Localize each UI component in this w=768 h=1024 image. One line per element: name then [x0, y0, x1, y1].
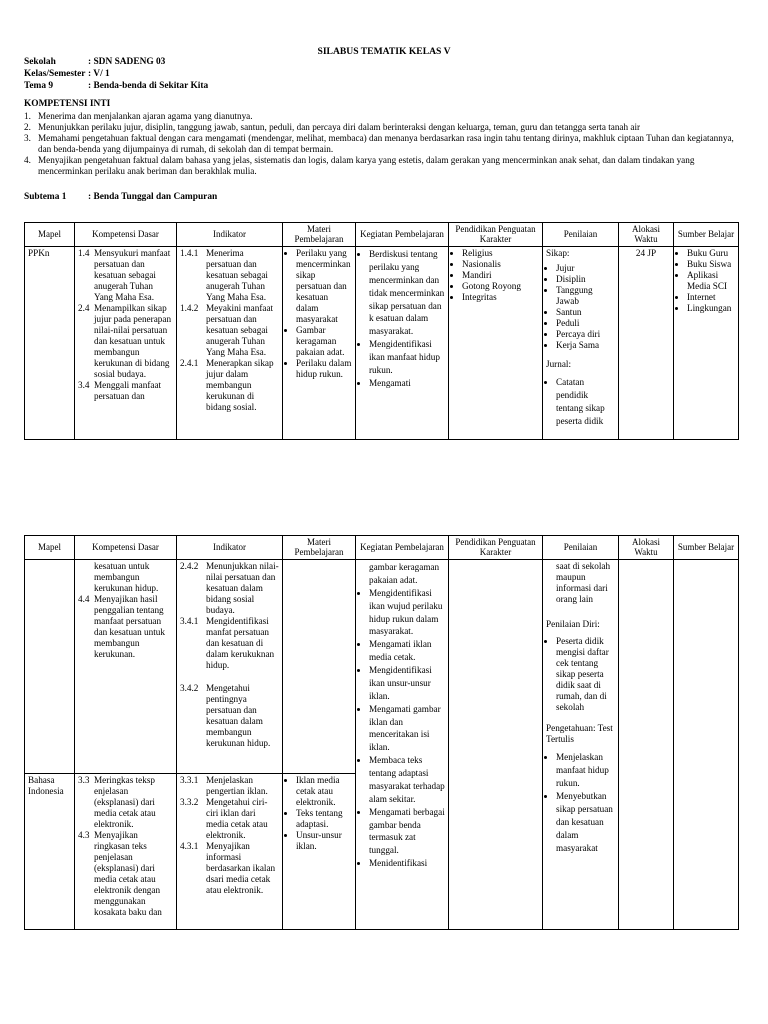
- ki-item: [24, 155, 746, 177]
- column-header: Mapel: [25, 536, 75, 560]
- subtema-value: : Benda Tunggal dan Campuran: [88, 192, 218, 202]
- indikator-item: [180, 561, 279, 616]
- column-header: Mapel: [25, 223, 75, 247]
- indikator-item: [180, 775, 279, 797]
- penilaian-cell: [543, 247, 619, 440]
- indikator-item-number: 3.4.2: [180, 683, 199, 694]
- indikator-item: [180, 303, 279, 358]
- sumber-cell: [674, 560, 739, 930]
- meta-key: Tema 9: [24, 81, 54, 91]
- kegiatan-item: • Membaca teks tentang adaptasi masyarakat terhadap alam sekitar.: [369, 754, 445, 806]
- ki-number: 3.: [24, 133, 31, 144]
- kd-item-number: 2.4: [78, 303, 90, 314]
- table-1-header: [25, 223, 739, 247]
- materi-item: • Iklan media cetak atau elektronik.: [296, 775, 352, 808]
- column-header: Alokasi Waktu: [619, 536, 674, 560]
- kd-item-number: 3.3: [78, 775, 90, 785]
- indikator-item: [180, 616, 279, 671]
- kd-item-text: Meringkas teksp enjelasan (eksplanasi) dari media cetak atau elektronik.: [94, 775, 156, 830]
- materi-item: • Teks tentang adaptasi.: [296, 808, 352, 830]
- indikator-item: [180, 797, 279, 841]
- indikator-item-number: 1.4.2: [180, 303, 199, 314]
- ki-number: 4.: [24, 155, 31, 166]
- kegiatan-item: • Mengamati gambar iklan dan menceritakan isi iklan.: [369, 703, 445, 755]
- sumber-item: • Buku Guru: [687, 248, 735, 259]
- kegiatan-item: • Mengamati berbagai gambar benda termasuk zat tunggal.: [369, 806, 445, 858]
- kegiatan-continuation: gambar keragaman pakaian adat.: [369, 562, 440, 585]
- indikator-item-text: Menerapkan sikap jujur dalam membangun kerukunan di bidang sosial.: [206, 358, 274, 413]
- column-header: Sumber Belajar: [674, 536, 739, 560]
- sikap-item: • Disiplin: [556, 274, 615, 285]
- penilaian-diri-label: Penilaian Diri:: [546, 619, 600, 630]
- ki-number: 2.: [24, 122, 31, 133]
- table-row: [25, 247, 739, 440]
- kd-item-number: 1.4: [78, 248, 90, 258]
- indikator-item-text: Mengetahui ciri-ciri iklan dari media cetak atau elektronik.: [206, 797, 268, 841]
- ppk-item: • Mandiri: [462, 270, 539, 281]
- kd-item: [78, 380, 173, 402]
- meta-row: [24, 69, 208, 81]
- indikator-item-text: Menunjukkan nilai-nilai persatuan dan kesatuan dalam bidang sosial budaya.: [206, 561, 279, 616]
- school-meta: [24, 57, 208, 93]
- indikator-item: [180, 358, 279, 413]
- column-header: Penilaian: [543, 536, 619, 560]
- indikator-item-number: 3.3.1: [180, 775, 199, 785]
- column-header: Alokasi Waktu: [619, 223, 674, 247]
- kd-item: [78, 830, 173, 918]
- column-header: Materi Pembelajaran: [283, 223, 356, 247]
- column-header: Kompetensi Dasar: [75, 536, 177, 560]
- column-header: Indikator: [177, 536, 283, 560]
- kegiatan-cell: [356, 247, 449, 440]
- indikator-cell: [177, 247, 283, 440]
- meta-key: Kelas/Semester: [24, 69, 86, 79]
- indikator-item: [180, 248, 279, 303]
- meta-value: : Benda-benda di Sekitar Kita: [88, 81, 209, 91]
- alokasi-cell: [619, 560, 674, 930]
- column-header: Sumber Belajar: [674, 223, 739, 247]
- column-header: Kegiatan Pembelajaran: [356, 223, 449, 247]
- indikator-item-number: 4.3.1: [180, 841, 199, 852]
- kd-cell: [75, 774, 177, 930]
- indikator-item-text: Mengidentifikasi manfat persatuan dan kesatuan di dalam kerukuknan hidup.: [206, 616, 275, 671]
- kd-item-text: Menyajikan ringkasan teks penjelasan (eksplanasi) dari media cetak atau elektronik dengan menggunakan kosakata baku dan: [94, 830, 162, 918]
- ki-heading: KOMPETENSI INTI: [24, 99, 111, 109]
- meta-value: : SDN SADENG 03: [88, 57, 166, 67]
- column-header: Kompetensi Dasar: [75, 223, 177, 247]
- ki-item: [24, 111, 746, 122]
- kegiatan-cell: [356, 560, 449, 930]
- ppk-item: • Religius: [462, 248, 539, 259]
- indikator-item-number: 3.3.2: [180, 797, 199, 808]
- meta-row: [24, 57, 208, 69]
- column-header: Pendidikan Penguatan Karakter: [449, 536, 543, 560]
- indikator-cell: [177, 560, 283, 774]
- meta-row: [24, 81, 208, 93]
- materi-item: • Unsur-unsur iklan.: [296, 830, 352, 852]
- alokasi-cell: 24 JP: [619, 247, 674, 440]
- kd-item: [78, 248, 173, 303]
- kd-item-text: Mensyukuri manfaat persatuan dan kesatuan sebagai anugerah Tuhan Yang Maha Esa.: [94, 248, 171, 303]
- kd-item-text: Menampilkan sikap jujur pada penerapan nilai-nilai persatuan dan kesatuan untuk membangun kerukunan di bidang sosial budaya.: [94, 303, 172, 380]
- indikator-cell: [177, 774, 283, 930]
- kd-item-text: Menyajikan hasil penggalian tentang manfaat persatuan dan kesatuan untuk membangun kerukunan.: [94, 594, 165, 660]
- ki-text: Memahami pengetahuan faktual dengan cara mengamati (mendengar, melihat, membaca) dan menanya berdasarkan rasa ingin tahu tentang dirinya, makhluk ciptaan Tuhan dan kegiatannya, dan benda-benda yang dijumpainya di rumah, di sekolah dan di tempat bermain.: [38, 133, 734, 155]
- ppk-item: • Nasionalis: [462, 259, 539, 270]
- document-title: SILABUS TEMATIK KELAS V: [317, 46, 451, 57]
- ki-text: Menyajikan pengetahuan faktual dalam bahasa yang jelas, sistematis dan logis, dalam karya yang estetis, dalam gerakan yang mencerminkan anak sehat, dan dalam tindakan yang mencerminkan perilaku anak beriman dan berakhlak mulia.: [38, 155, 695, 177]
- kegiatan-item: • Mengidentifikasi ikan manfaat hidup rukun.: [369, 338, 445, 377]
- meta-key: Sekolah: [24, 57, 56, 67]
- sumber-item: • Lingkungan: [687, 303, 735, 314]
- kegiatan-item: • Mengidentifikasi ikan unsur-unsur iklan.: [369, 664, 445, 703]
- materi-item: • Perilaku dalam hidup rukun.: [296, 358, 352, 380]
- table-2-header: [25, 536, 739, 560]
- kd-item: [78, 594, 173, 660]
- jurnal-label: Jurnal:: [546, 359, 572, 370]
- column-header: Penilaian: [543, 223, 619, 247]
- column-header: Indikator: [177, 223, 283, 247]
- ki-text: Menunjukkan perilaku jujur, disiplin, tanggung jawab, santun, peduli, dan percaya diri dalam berinteraksi dengan keluarga, teman, guru dan tetangga serta tanah air: [38, 122, 641, 133]
- indikator-item-text: Menerima persatuan dan kesatuan sebagai anugerah Tuhan Yang Maha Esa.: [206, 248, 268, 303]
- syllabus-table-2: [24, 535, 739, 930]
- indikator-item-text: Meyakini manfaat persatuan dan kesatuan sebagai anugerah Tuhan Yang Maha Esa.: [206, 303, 274, 358]
- sumber-item: • Buku Siswa: [687, 259, 735, 270]
- kd-item-number: 4.4: [78, 594, 90, 605]
- mapel-cell: Bahasa Indonesia: [25, 774, 75, 930]
- indikator-item: [180, 683, 279, 749]
- kd-continuation: kesatuan untuk membangun kerukunan hidup.: [94, 561, 159, 594]
- kegiatan-item: • Mengamati iklan media cetak.: [369, 638, 445, 664]
- materi-cell: [283, 247, 356, 440]
- ppk-cell: [449, 560, 543, 930]
- kegiatan-item: • Mengidentifikasi ikan wujud perilaku hidup rukun dalam masyarakat.: [369, 587, 445, 639]
- column-header: Pendidikan Penguatan Karakter: [449, 223, 543, 247]
- sumber-item: • Aplikasi Media SCI: [687, 270, 735, 292]
- subtema-key: Subtema 1: [24, 192, 67, 202]
- kd-cell: [75, 560, 177, 774]
- indikator-item-text: Mengetahui pentingnya persatuan dan kesatuan dalam membangun kerukunan hidup.: [206, 683, 271, 749]
- syllabus-table-1: [24, 222, 739, 440]
- ki-item: [24, 122, 746, 133]
- sikap-item: • Percaya diri: [556, 329, 615, 340]
- column-header: Materi Pembelajaran: [283, 536, 356, 560]
- indikator-item-number: 2.4.1: [180, 358, 199, 369]
- subtema-line: [24, 192, 217, 203]
- materi-cell: [283, 560, 356, 774]
- indikator-item-text: Menjelaskan pengertian iklan.: [206, 775, 268, 797]
- indikator-item-number: 2.4.2: [180, 561, 199, 571]
- sikap-item: • Tanggung Jawab: [556, 285, 615, 307]
- penilaian-diri-item: • Peserta didik mengisi daftar cek tentang sikap peserta didik saat di rumah, dan di sekolah: [556, 636, 615, 713]
- pengetahuan-item: • Menyebutkan sikap persatuan dan kesatuan dalam masyarakat: [556, 790, 615, 854]
- penilaian-cell: [543, 560, 619, 930]
- sumber-cell: [674, 247, 739, 440]
- ppk-cell: [449, 247, 543, 440]
- kd-item-number: 3.4: [78, 380, 90, 391]
- kd-item: [78, 775, 173, 830]
- kegiatan-item: • Menidentifikasi: [369, 857, 445, 870]
- materi-item: • Perilaku yang mencerminkan sikap persatuan dan kesatuan dalam masyarakat: [296, 248, 352, 325]
- kd-item-text: Menggali manfaat persatuan dan: [94, 380, 162, 402]
- sumber-item: • Internet: [687, 292, 735, 303]
- column-header: Kegiatan Pembelajaran: [356, 536, 449, 560]
- sikap-item: • Kerja Sama: [556, 340, 615, 351]
- ki-item: [24, 133, 746, 155]
- indikator-item-text: Menyajikan informasi berdasarkan ikalan dsari media cetak atau elektronik.: [206, 841, 276, 896]
- sikap-item: • Jujur: [556, 263, 615, 274]
- sikap-item: • Santun: [556, 307, 615, 318]
- materi-item: • Gambar keragaman pakaian adat.: [296, 325, 352, 358]
- ki-text: Menerima dan menjalankan ajaran agama yang dianutnya.: [38, 111, 253, 121]
- ki-list: [24, 111, 746, 177]
- kd-item: [78, 303, 173, 380]
- indikator-item-number: 3.4.1: [180, 616, 199, 627]
- pengetahuan-item: • Menjelaskan manfaat hidup rukun.: [556, 751, 615, 790]
- sikap-item: • Peduli: [556, 318, 615, 329]
- penilaian-continuation: saat di sekolah maupun informasi dari orang lain: [556, 561, 611, 605]
- indikator-item-number: 1.4.1: [180, 248, 199, 258]
- kd-item-number: 4.3: [78, 830, 90, 841]
- ppk-item: • Integritas: [462, 292, 539, 303]
- sikap-label: Sikap:: [546, 248, 570, 258]
- kd-cell: [75, 247, 177, 440]
- mapel-cell: PPKn: [25, 247, 75, 440]
- kegiatan-item: • Mengamati: [369, 377, 445, 390]
- materi-cell: [283, 774, 356, 930]
- jurnal-item: • Catatan pendidik tentang sikap peserta didik: [556, 376, 615, 428]
- ppk-item: • Gotong Royong: [462, 281, 539, 292]
- indikator-item: [180, 841, 279, 896]
- mapel-cell: [25, 560, 75, 774]
- ki-number: 1.: [24, 111, 31, 121]
- pengetahuan-label: Pengetahuan: Test Tertulis: [546, 723, 613, 745]
- table-row: [25, 560, 739, 774]
- kegiatan-item: • Berdiskusi tentang perilaku yang mencerminkan dan tidak mencerminkan sikap persatuan dan k esatuan dalam masyarakat.: [369, 248, 445, 338]
- meta-value: : V/ 1: [88, 69, 110, 79]
